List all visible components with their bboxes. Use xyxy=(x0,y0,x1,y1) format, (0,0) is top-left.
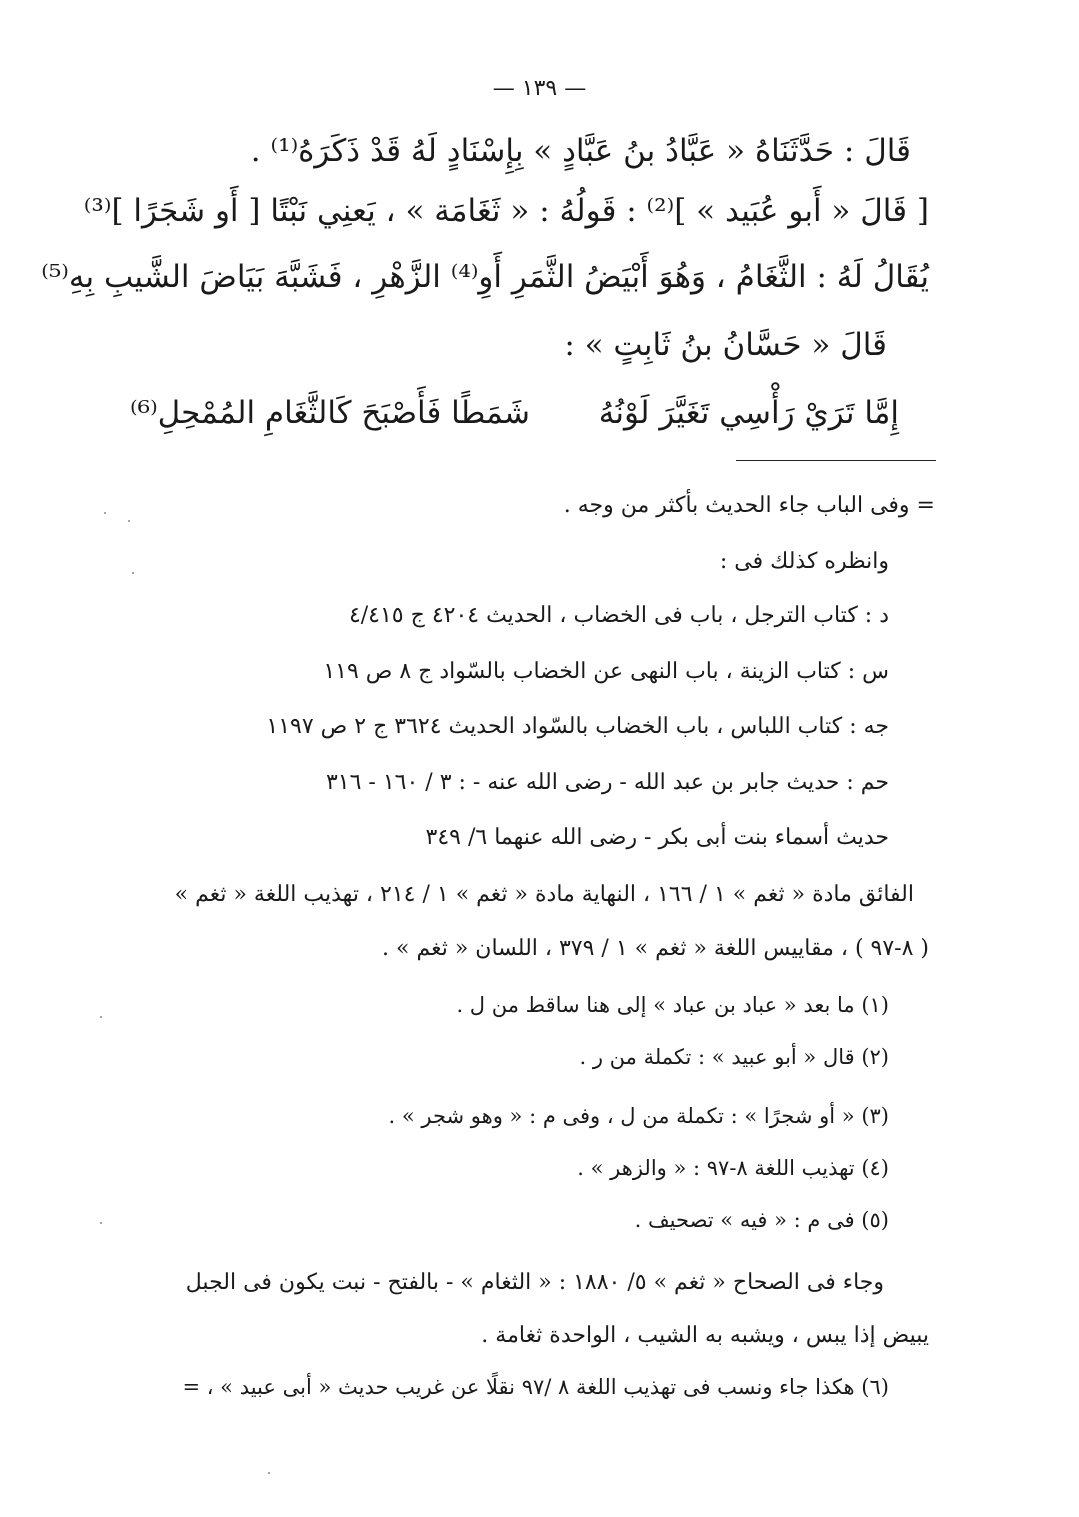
scan-speck xyxy=(100,1222,102,1224)
scan-speck xyxy=(268,1472,270,1474)
main-text-line-3: يُقَالُ لَهُ : الثَّغَامُ ، وَهُوَ أَبْيَضُ الثَّمَرِ أَوِ⁽⁴⁾ الزَّهْرِ ، فَشَبَّهَ بَيَاضَ الشَّيبِ بِهِ⁽⁵⁾ xyxy=(41,259,929,295)
lexicon-references-line-2: ( ٨-٩٧ ) ، مقاييس اللغة « ثغم » ١ / ٣٧٩ ، اللسان « ثغم » . xyxy=(382,936,929,961)
lexicon-references-line-1: الفائق مادة « ثغم » ١ / ١٦٦ ، النهاية مادة « ثغم » ١ / ٢١٤ ، تهذيب اللغة « ثغم » xyxy=(174,882,914,907)
reference-ibn-majah: جه : كتاب اللباس ، باب الخضاب بالسّواد الحديث ٣٦٢٤ ج ٢ ص ١١٩٧ xyxy=(266,714,889,739)
reference-nasai: س : كتاب الزينة ، باب النهى عن الخضاب بالسّواد ج ٨ ص ١١٩ xyxy=(323,659,889,684)
footnote-2: (٢) قال « أبو عبيد » : تكملة من ر . xyxy=(579,1045,889,1069)
footnote-5: (٥) فى م : « فيه » تصحيف . xyxy=(634,1208,889,1232)
poem-first-hemistich: إِمَّا تَرَيْ رَأْسِي تَغَيَّرَ لَوْنُهُ xyxy=(598,395,899,431)
poem-second-hemistich: شَمَطًا فَأَصْبَحَ كَالثَّغَامِ المُمْحِلِ⁽⁶⁾ xyxy=(130,395,530,431)
scan-speck xyxy=(132,572,134,574)
footnote-1: (١) ما بعد « عباد بن عباد » إلى هنا ساقط من ل . xyxy=(456,993,889,1017)
note-continuation-line: = وفى الباب جاء الحديث بأكثر من وجه . xyxy=(563,493,935,518)
note-see-also: وانظره كذلك فى : xyxy=(719,549,889,574)
footnote-3: (٣) « أو شجرًا » : تكملة من ل ، وفى م : « وهو شجر » . xyxy=(388,1104,889,1128)
sihah-quote-line-2: يبيض إذا يبس ، ويشبه به الشيب ، الواحدة ثغامة . xyxy=(481,1323,929,1348)
main-text-line-2: [ قَالَ « أَبو عُبَيد » ]⁽²⁾ : قَولُهُ : « ثَغَامَة » ، يَعنِي نَبْتًا [ أَو شَجَرًا ]⁽³⁾ xyxy=(83,193,929,229)
main-text-line-1: قَالَ : حَدَّثَنَاهُ « عَبَّادُ بنُ عَبَّادٍ » بِإِسْنَادٍ لَهُ قَدْ ذَكَرَهُ⁽¹⁾ . xyxy=(250,133,911,169)
reference-ahmad-second: حديث أسماء بنت أبى بكر - رضى الله عنهما ٦/ ٣٤٩ xyxy=(425,825,889,850)
scan-speck xyxy=(128,520,130,522)
main-text-line-4: قَالَ « حَسَّانُ بنُ ثَابِتٍ » : xyxy=(564,327,887,363)
reference-ahmad: حم : حديث جابر بن عبد الله - رضى الله عنه - : ٣ / ١٦٠ - ٣١٦ xyxy=(325,770,889,795)
footnote-4: (٤) تهذيب اللغة ٨-٩٧ : « والزهر » . xyxy=(577,1156,889,1180)
footnote-separator xyxy=(736,460,936,461)
footnote-6: (٦) هكذا جاء ونسب فى تهذيب اللغة ٨ /٩٧ نقلًا عن غريب حديث « أبى عبيد » ، = xyxy=(182,1375,889,1399)
scan-speck xyxy=(104,512,106,514)
reference-abu-dawud: د : كتاب الترجل ، باب فى الخضاب ، الحديث ٤٢٠٤ ج ٤/٤١٥ xyxy=(348,603,889,628)
page-number: — ١٣٩ — xyxy=(492,76,587,101)
sihah-quote-line-1: وجاء فى الصحاح « ثغم » ٥/ ١٨٨٠ : « الثغام » - بالفتح - نبت يكون فى الجبل xyxy=(185,1270,884,1295)
scan-speck xyxy=(100,1016,102,1018)
